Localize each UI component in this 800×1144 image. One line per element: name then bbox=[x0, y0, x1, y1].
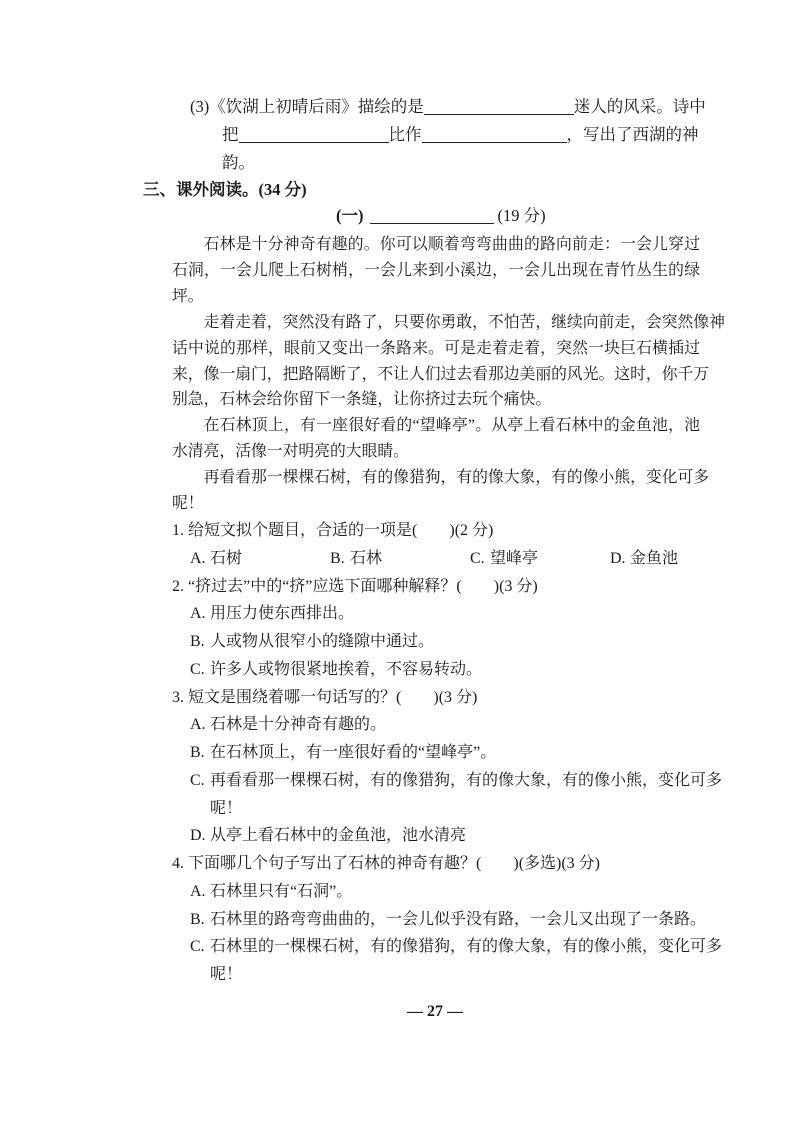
passage-line: 石洞，一会儿爬上石树梢，一会儿来到小溪边，一会儿出现在青竹丛生的绿 bbox=[172, 261, 700, 279]
question-list bbox=[172, 517, 772, 989]
passage-paragraph bbox=[172, 232, 700, 310]
passage-paragraph bbox=[172, 413, 700, 465]
question-text: 3. 短文是围绕着哪一句话写的？ bbox=[172, 688, 397, 706]
page-number: — 27 — bbox=[407, 1003, 463, 1020]
question-1-option-a bbox=[190, 545, 330, 573]
option-text: 石树 bbox=[210, 549, 243, 567]
option-text: 许多人或物很紧地挨着，不容易转动。 bbox=[210, 660, 483, 678]
question-text: 1. 给短文拟个题目，合适的一项是 bbox=[172, 522, 413, 539]
option-label: C. bbox=[190, 938, 205, 956]
option-text: 石林里的路弯弯曲曲的，一会儿似乎没有路，一会儿又出现了一条路。 bbox=[210, 910, 707, 928]
fill-in-text: 比作 bbox=[388, 125, 422, 144]
question-3-option-b bbox=[172, 739, 772, 767]
question-score: (2 分) bbox=[454, 522, 494, 539]
passage-line: 话中说的那样，眼前又变出一条路来。可是走着走着，突然一块巨石横插过 bbox=[172, 339, 700, 357]
option-text: 用压力使东西排出。 bbox=[210, 605, 355, 623]
passage-line: 走着走着，突然没有路了，只要你勇敢，不怕苦，继续向前走，会突然像神 bbox=[203, 313, 725, 331]
option-text: 望峰亭 bbox=[490, 549, 539, 567]
question-3-option-a bbox=[172, 711, 772, 739]
question-score: (3 分) bbox=[499, 577, 538, 595]
answer-slot[interactable]: ( ) bbox=[456, 577, 500, 595]
question-3-option-c bbox=[172, 767, 772, 823]
passage-line: 石林是十分神奇有趣的。你可以顺着弯弯曲曲的路向前走：一会儿穿过 bbox=[203, 236, 700, 253]
option-label: C. bbox=[190, 771, 205, 789]
passage-line: 坪。 bbox=[172, 287, 204, 305]
fill-in-line-3: 韵。 bbox=[222, 153, 255, 172]
question-2-option-c bbox=[172, 656, 772, 684]
option-text: 从亭上看石林中的金鱼池，池水清亮 bbox=[210, 827, 467, 845]
passage-line: 在石林顶上，有一座很好看的“望峰亭”。从亭上看石林中的金鱼池，池 bbox=[203, 417, 700, 435]
option-label: B. bbox=[190, 744, 205, 761]
part-label: (一) bbox=[336, 206, 364, 225]
option-label: C. bbox=[190, 660, 205, 678]
passage-paragraph bbox=[172, 310, 725, 414]
option-label: D. bbox=[610, 549, 626, 567]
option-text-continued: 呢！ bbox=[210, 799, 243, 817]
question-2-option-a bbox=[172, 600, 772, 628]
option-text: 人或物从很窄小的缝隙中通过。 bbox=[210, 633, 435, 650]
fill-in-question-3 bbox=[190, 93, 706, 177]
reading-passage bbox=[172, 232, 725, 517]
question-text: 4. 下面哪几个句子写出了石林的神奇有趣？ bbox=[172, 855, 477, 872]
question-text: 2. “挤过去”中的“挤”应选下面哪种解释？ bbox=[172, 577, 457, 595]
passage-line: 呢！ bbox=[172, 495, 204, 513]
passage-line: 水清亮，活像一对明亮的大眼睛。 bbox=[172, 443, 409, 461]
question-3-option-d bbox=[172, 822, 772, 850]
question-2-stem bbox=[172, 573, 772, 601]
part-title bbox=[336, 203, 546, 229]
fill-in-line-1 bbox=[190, 93, 706, 121]
option-label: C. bbox=[470, 549, 485, 567]
passage-line: 来，像一扇门，把路隔断了，不让人们过去看那边美丽的风光。这时，你千万 bbox=[172, 365, 710, 383]
fill-in-text: 把 bbox=[222, 125, 239, 144]
option-text: 再看看那一棵棵石树，有的像猎狗，有的像大象，有的像小熊，变化可多 bbox=[210, 771, 723, 789]
question-4-option-a bbox=[172, 878, 772, 906]
option-text: 石林是十分神奇有趣的。 bbox=[210, 716, 387, 734]
answer-blank[interactable] bbox=[424, 98, 574, 116]
option-text-continued: 呢！ bbox=[210, 966, 243, 983]
answer-slot[interactable]: ( ) bbox=[476, 855, 519, 872]
question-4-option-b bbox=[172, 906, 772, 934]
answer-slot[interactable]: ( ) bbox=[396, 688, 439, 706]
question-score: (多选)(3 分) bbox=[518, 855, 601, 872]
option-text: 金鱼池 bbox=[630, 549, 679, 567]
answer-blank[interactable] bbox=[239, 126, 389, 144]
question-4-option-c bbox=[172, 933, 772, 989]
question-4-stem bbox=[172, 850, 772, 878]
option-label: A. bbox=[190, 882, 206, 900]
question-1-option-d bbox=[610, 545, 750, 573]
answer-blank[interactable] bbox=[422, 126, 567, 144]
fill-in-text: 迷人的风采。诗中 bbox=[573, 97, 706, 116]
passage-line: 别急，石林会给你留下一条缝，让你挤过去玩个痛快。 bbox=[172, 391, 552, 409]
option-text: 在石林顶上，有一座很好看的“望峰亭”。 bbox=[210, 744, 497, 761]
question-2-option-b bbox=[172, 628, 772, 656]
question-1-option-b bbox=[330, 545, 470, 573]
question-1-option-c bbox=[470, 545, 610, 573]
option-label: A. bbox=[190, 716, 206, 734]
option-text: 石林 bbox=[350, 549, 383, 567]
question-3-stem bbox=[172, 684, 772, 712]
part-score: (19 分) bbox=[497, 206, 546, 225]
question-score: (3 分) bbox=[438, 688, 478, 706]
question-1-stem bbox=[172, 517, 772, 545]
option-label: B. bbox=[330, 549, 345, 567]
option-label: B. bbox=[190, 633, 205, 650]
option-label: A. bbox=[190, 549, 206, 567]
fill-in-line-2 bbox=[190, 121, 706, 149]
option-label: A. bbox=[190, 605, 206, 623]
option-label: B. bbox=[190, 910, 205, 928]
option-label: D. bbox=[190, 827, 206, 845]
question-1-options bbox=[172, 545, 772, 573]
answer-slot[interactable]: ( ) bbox=[412, 522, 455, 539]
section-heading: 三、课外阅读。(34 分) bbox=[143, 180, 307, 199]
title-answer-blank[interactable] bbox=[370, 207, 494, 225]
fill-in-text: (3)《饮湖上初晴后雨》描绘的是 bbox=[190, 97, 424, 116]
option-text: 石林里的一棵棵石树，有的像猎狗，有的像大象，有的像小熊，变化可多 bbox=[210, 938, 723, 956]
passage-line: 再看看那一棵棵石树，有的像猎狗，有的像大象，有的像小熊，变化可多 bbox=[203, 469, 710, 487]
passage-paragraph bbox=[172, 465, 710, 517]
option-text: 石林里只有“石洞”。 bbox=[210, 882, 353, 900]
fill-in-text: ，写出了西湖的神 bbox=[566, 125, 699, 144]
